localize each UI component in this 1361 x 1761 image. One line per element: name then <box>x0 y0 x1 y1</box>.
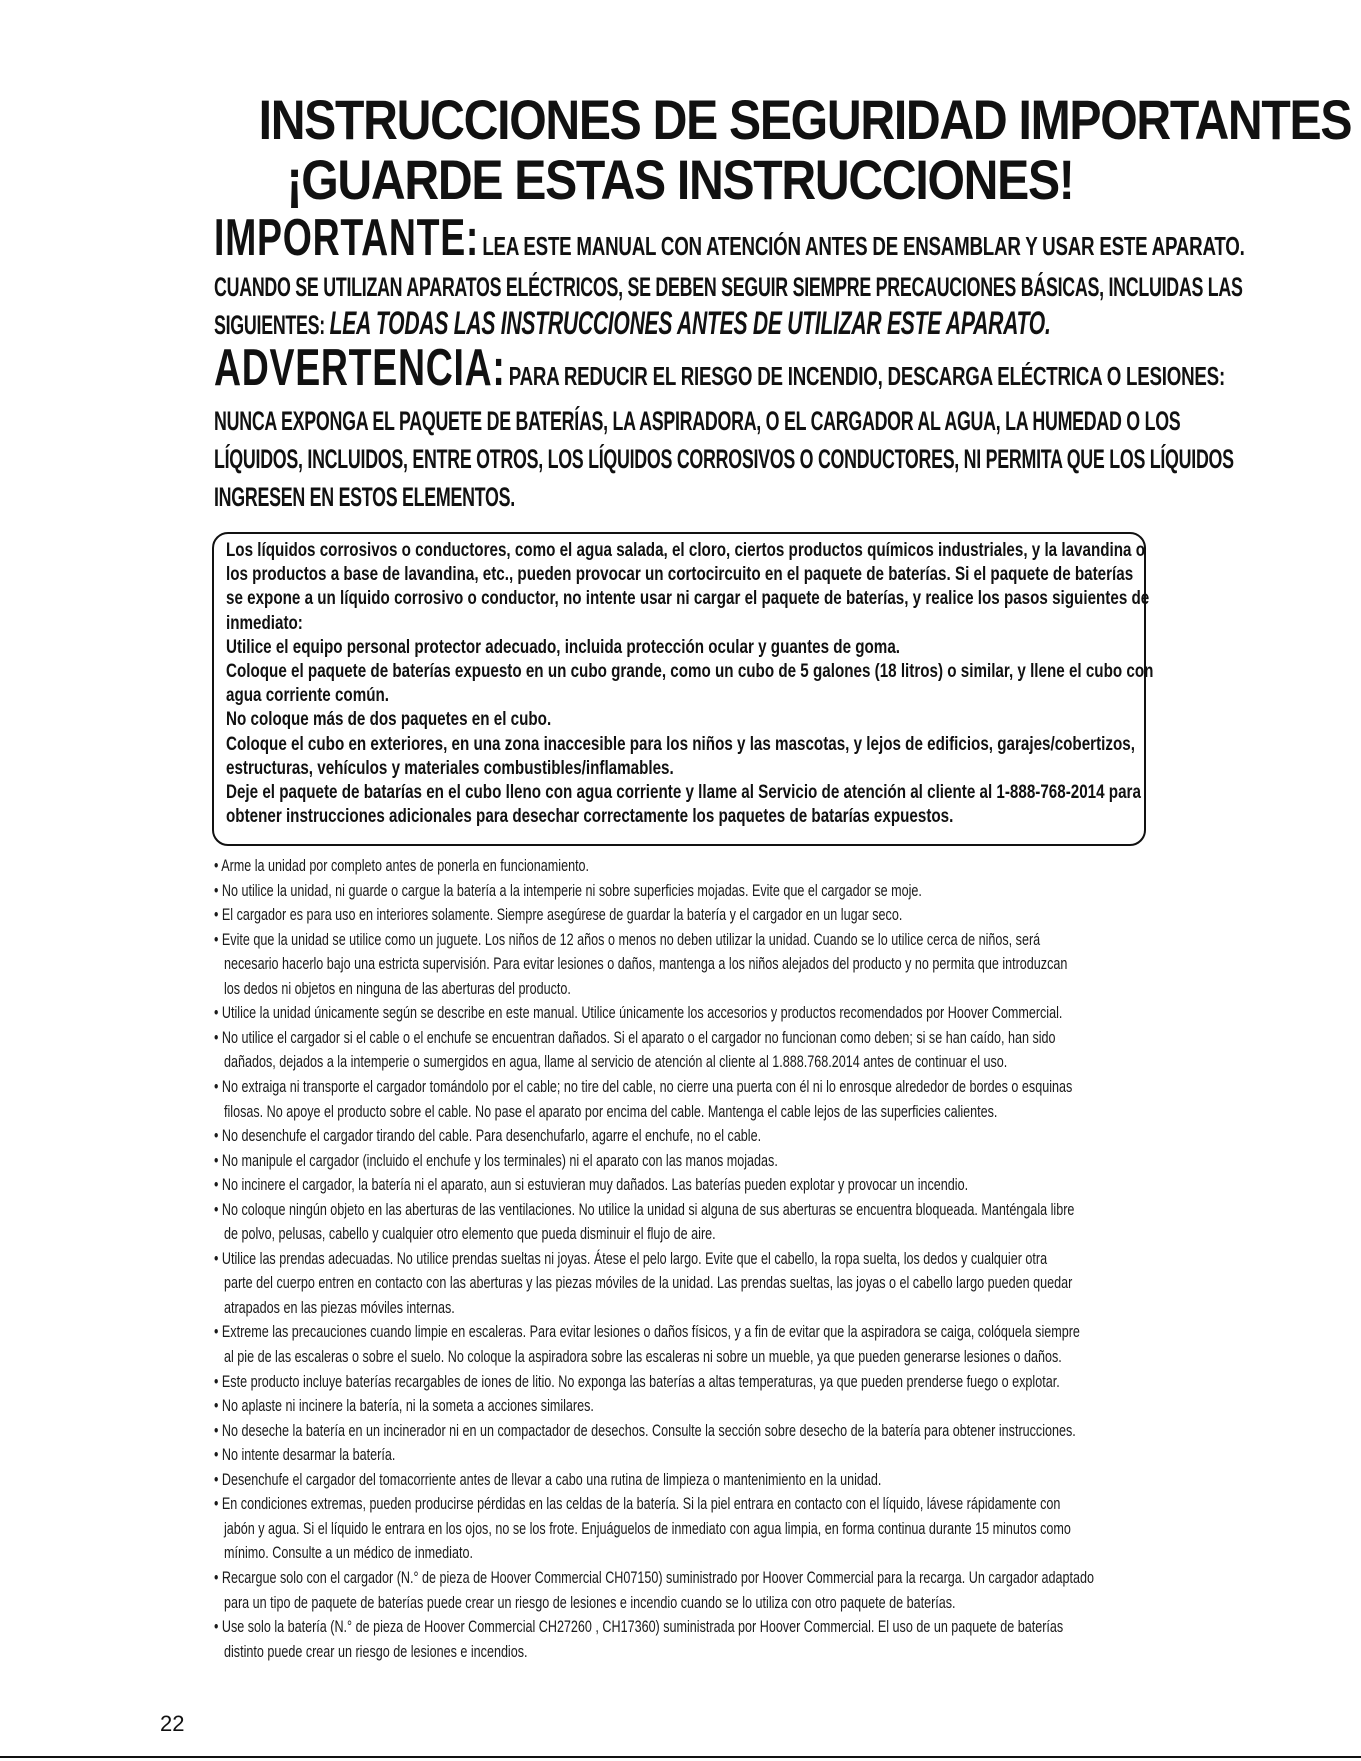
notice-line: obtener instrucciones adicionales para desechar correctamente los paquetes de batarías expuestos. <box>226 806 954 828</box>
warning-text-1: PARA REDUCIR EL RIESGO DE INCENDIO, DESCARGA ELÉCTRICA O LESIONES: <box>508 361 1225 391</box>
bullet-item: • El cargador es para uso en interiores solamente. Siempre asegúrese de guardar la batería y el cargador en un lugar seco. <box>214 905 903 925</box>
warning-text-3: LÍQUIDOS, INCLUIDOS, ENTRE OTROS, LOS LÍQUIDOS CORROSIVOS O CONDUCTORES, NI PERMITA QUE LOS LÍQUIDOS <box>214 444 1234 474</box>
notice-line: Deje el paquete de batarías en el cubo lleno con agua corriente y llame al Servicio de atención al cliente al 1-888-768-2014 para <box>226 782 1141 803</box>
bullet-item-continuation: dañados, dejados a la intemperie o sumergidos en agua, llame al servicio de atención al cliente al 1.888.768.2014 antes de continuar el uso. <box>224 1052 1008 1072</box>
notice-line: se expone a un líquido corrosivo o conductor, no intente usar ni cargar el paquete de baterías, y realice los pasos siguientes de <box>226 588 1150 610</box>
bullet-item: • No utilice la unidad, ni guarde o cargue la batería a la intemperie ni sobre superficies mojadas. Evite que el cargador se moje. <box>214 880 922 900</box>
bullet-item: • No manipule el cargador (incluido el enchufe y los terminales) ni el aparato con las manos mojadas. <box>214 1150 778 1170</box>
important-text-3-emphasis: LEA TODAS LAS INSTRUCCIONES ANTES DE UTILIZAR ESTE APARATO. <box>329 305 1051 341</box>
notice-line: Coloque el paquete de baterías expuesto en un cubo grande, como un cubo de 5 galones (18 litros) o similar, y llene el cubo con <box>226 661 1154 682</box>
bullet-item-continuation: parte del cuerpo entren en contacto con las aberturas y las piezas móviles de la unidad. Las prendas sueltas, las joyas o el cabello largo pueden quedar <box>224 1273 1073 1293</box>
bullet-item-continuation: para un tipo de paquete de baterías puede crear un riesgo de lesiones e incendio cuando se lo utiliza con otro paquete de baterías. <box>224 1592 956 1612</box>
bullet-item: • No coloque ningún objeto en las aberturas de las ventilaciones. No utilice la unidad si alguna de sus aberturas se encuentra bloqueada. Manténgala libre <box>214 1199 1075 1219</box>
notice-line: Coloque el cubo en exteriores, en una zona inaccesible para los niños y las mascotas, y lejos de edificios, garajes/cobertizos, <box>226 733 1135 755</box>
page-subtitle: ¡GUARDE ESTAS INSTRUCCIONES! <box>286 148 1074 211</box>
bullet-item: • Use solo la batería (N.° de pieza de Hoover Commercial CH27260 , CH17360) suministrada por Hoover Commercial. El uso de un paquete de baterías <box>214 1617 1064 1637</box>
important-heading <box>214 209 1245 275</box>
bottom-rule <box>0 1756 1361 1758</box>
warning-heading <box>214 339 1225 405</box>
bullet-item: • No aplaste ni incinere la batería, ni la someta a acciones similares. <box>214 1396 594 1416</box>
bullet-item: • No extraiga ni transporte el cargador tomándolo por el cable; no tire del cable, no cierre una puerta con él ni lo enrosque alrededor de bordes o esquinas <box>214 1076 1073 1096</box>
notice-line: Los líquidos corrosivos o conductores, como el agua salada, el cloro, ciertos productos químicos industriales, y la lavandina o <box>226 540 1145 561</box>
important-text-1: LEA ESTE MANUAL CON ATENCIÓN ANTES DE ENSAMBLAR Y USAR ESTE APARATO. <box>482 231 1245 261</box>
bullet-item-continuation: distinto puede crear un riesgo de lesiones e incendios. <box>224 1641 528 1661</box>
notice-line: los productos a base de lavandina, etc., pueden provocar un cortocircuito en el paquete de baterías. Si el paquete de baterías <box>226 564 1134 586</box>
important-text-2: CUANDO SE UTILIZAN APARATOS ELÉCTRICOS, SE DEBEN SEGUIR SIEMPRE PRECAUCIONES BÁSICAS, INCLUIDAS LAS <box>214 272 1243 302</box>
important-text-3-start: SIGUIENTES: <box>214 310 325 340</box>
bullet-item: • Evite que la unidad se utilice como un juguete. Los niños de 12 años o menos no deben utilizar la unidad. Cuando se lo utilice cerca de niños, será <box>214 929 1041 949</box>
bullet-item-continuation: los dedos ni objetos en ninguna de las aberturas del producto. <box>224 978 571 998</box>
important-label: IMPORTANTE: <box>214 209 480 267</box>
warning-label: ADVERTENCIA: <box>214 339 506 397</box>
bullet-item: • Desenchufe el cargador del tomacorriente antes de llevar a cabo una rutina de limpieza o mantenimiento en la unidad. <box>214 1469 882 1489</box>
bullet-item: • Arme la unidad por completo antes de ponerla en funcionamiento. <box>214 856 590 875</box>
warning-text-2: NUNCA EXPONGA EL PAQUETE DE BATERÍAS, LA ASPIRADORA, O EL CARGADOR AL AGUA, LA HUMEDAD O LOS <box>214 406 1181 436</box>
bullet-item-continuation: filosas. No apoye el producto sobre el cable. No pase el aparato por encima del cable. Mantenga el cable lejos de las superficies calientes. <box>224 1101 998 1121</box>
bullet-item: • No deseche la batería en un incinerador ni en un compactador de desechos. Consulte la sección sobre desecho de la batería para obtener instrucciones. <box>214 1420 1076 1440</box>
bullet-item: • Recargue solo con el cargador (N.° de pieza de Hoover Commercial CH07150) suministrado por Hoover Commercial para la recarga. Un cargador adaptado <box>214 1567 1094 1587</box>
bullet-item-continuation: mínimo. Consulte a un médico de inmediato. <box>224 1543 473 1563</box>
bullet-item: • No incinere el cargador, la batería ni el aparato, aun si estuvieran muy dañados. Las baterías pueden explotar y provocar un incendio. <box>214 1175 969 1195</box>
bullet-item: • Extreme las precauciones cuando limpie en escaleras. Para evitar lesiones o daños físicos, y a fin de evitar que la aspiradora se caiga, colóquela siempre <box>214 1322 1080 1342</box>
bullet-item-continuation: atrapados en las piezas móviles internas. <box>224 1297 455 1317</box>
bullet-item-continuation: de polvo, pelusas, cabello y cualquier otro elemento que pueda disminuir el flujo de aire. <box>224 1224 716 1244</box>
bullet-item-continuation: necesario hacerlo bajo una estricta supervisión. Para evitar lesiones o daños, mantenga a los niños alejados del producto y no permita que introduzcan <box>224 954 1068 974</box>
bullet-item: • No utilice el cargador si el cable o el enchufe se encuentran dañados. Si el aparato o el cargador no funcionan como deben; si se han caído, han sido <box>214 1027 1056 1047</box>
warning-text-4: INGRESEN EN ESTOS ELEMENTOS. <box>214 482 515 512</box>
bullet-item-continuation: al pie de las escaleras o sobre el suelo. No coloque la aspiradora sobre las escaleras ni sobre un mueble, ya que pueden generarse lesiones o daños. <box>224 1347 1062 1366</box>
bullet-item: • No intente desarmar la batería. <box>214 1445 396 1465</box>
bullet-item: • Este producto incluye baterías recargables de iones de litio. No exponga las baterías a altas temperaturas, ya que pueden prenderse fuego o explotar. <box>214 1371 1060 1391</box>
bullet-item-continuation: jabón y agua. Si el líquido le entrara en los ojos, no se los frote. Enjuáguelos de inmediato con agua limpia, en forma continua durante 15 minutos como <box>224 1518 1071 1538</box>
page-number: 22 <box>160 1711 185 1736</box>
bullet-item: • No desenchufe el cargador tirando del cable. Para desenchufarlo, agarre el enchufe, no el cable. <box>214 1126 762 1146</box>
bullet-item: • En condiciones extremas, pueden producirse pérdidas en las celdas de la batería. Si la piel entrara en contacto con el líquido, lávese rápidamente con <box>214 1494 1061 1514</box>
important-text-3 <box>214 306 1051 342</box>
notice-line: estructuras, vehículos y materiales combustibles/inflamables. <box>226 757 674 779</box>
page-title: INSTRUCCIONES DE SEGURIDAD IMPORTANTES <box>258 88 1352 151</box>
notice-line: agua corriente común. <box>226 685 390 707</box>
bullet-item: • Utilice las prendas adecuadas. No utilice prendas sueltas ni joyas. Átese el pelo largo. Evite que el cabello, la ropa suelta, los dedos y cualquier otra <box>214 1248 1048 1268</box>
notice-line: inmediato: <box>226 612 303 634</box>
bullet-item: • Utilice la unidad únicamente según se describe en este manual. Utilice únicamente los accesorios y productos recomendados por Hoover Commercial. <box>214 1003 1063 1023</box>
notice-line: No coloque más de dos paquetes en el cubo. <box>226 709 552 731</box>
notice-line: Utilice el equipo personal protector adecuado, incluida protección ocular y guantes de goma. <box>226 636 901 658</box>
